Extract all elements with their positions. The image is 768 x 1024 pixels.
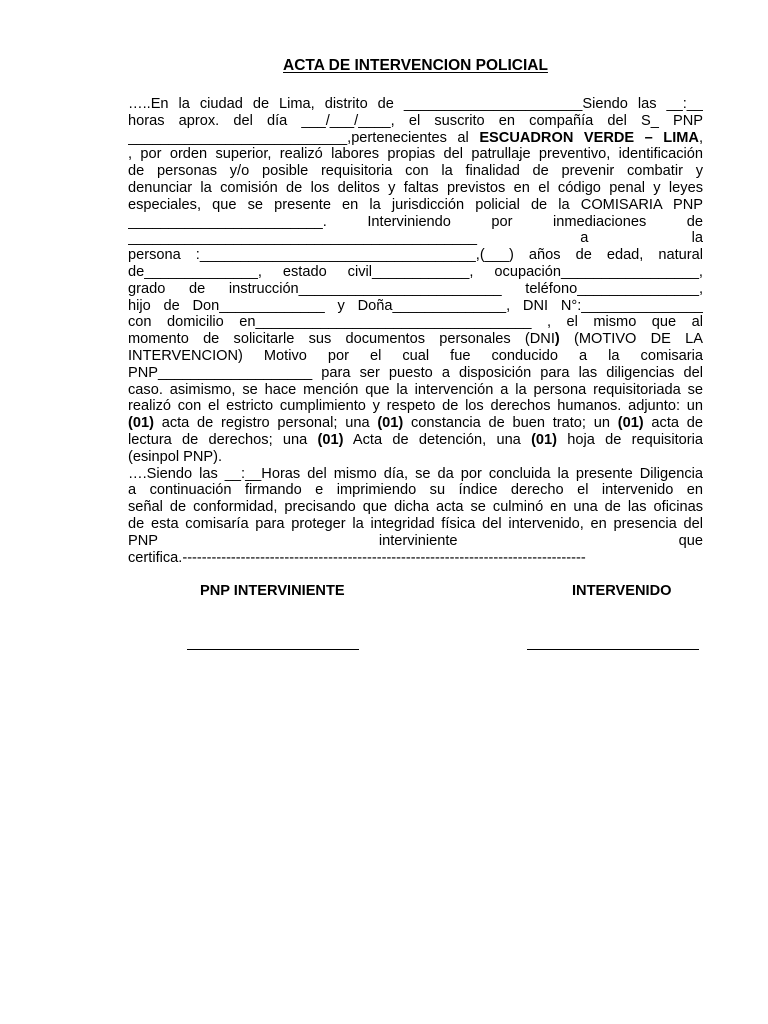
- body-line: [128, 482, 703, 499]
- body-text-segment: hijo de Don_____________ y Doña______________, DNI N°:_______________: [128, 297, 703, 314]
- body-bold-segment: (01): [377, 415, 404, 432]
- body-line: [128, 130, 703, 147]
- body-text-segment: de esta comisaría para proteger la integridad física del intervenido, en presencia del: [128, 515, 703, 532]
- signature-label-pnp: PNP INTERVINIENTE: [200, 583, 345, 599]
- body-text-segment: certifica.-----------------------------------------------------------------------------------: [128, 549, 586, 566]
- body-text-segment: denunciar la comisión de los delitos y faltas previstos en el código penal y leyes: [128, 179, 703, 196]
- body-line: [128, 516, 703, 533]
- signature-line-pnp: [187, 649, 359, 650]
- body-text-segment: con domicilio en__________________________________ , el mismo que al: [128, 314, 703, 331]
- body-text-segment: acta de: [643, 415, 703, 432]
- body-text-segment: caso. asimismo, se hace mención que la intervención a la persona requisitoriada se: [128, 381, 703, 398]
- body-line: [128, 415, 703, 432]
- body-line: [128, 314, 703, 331]
- body-line: [128, 382, 703, 399]
- body-text-segment: …..En la ciudad de Lima, distrito de ______________________Siendo las __:__: [128, 96, 703, 112]
- body-text-segment: ___________________________________________ a la: [128, 230, 703, 247]
- body-line: [128, 247, 703, 264]
- body-text-segment: PNP___________________ para ser puesto a disposición para las diligencias del: [128, 364, 703, 381]
- body-text-segment: Acta de detención, una: [343, 431, 532, 448]
- body-text-segment: INTERVENCION) Motivo por el cual fue conducido a la comisaria: [128, 347, 703, 364]
- body-text-segment: ….Siendo las __:__Horas del mismo día, se da por concluida la presente Diligencia: [128, 465, 703, 482]
- body-line: [128, 180, 703, 197]
- body-line: [128, 432, 703, 449]
- body-bold-segment: (01): [128, 415, 154, 432]
- body-line: [128, 398, 703, 415]
- body-line: [128, 230, 703, 247]
- body-text-segment: constancia de buen trato; un: [403, 415, 618, 432]
- body-text-segment: realizó con el estricto cumplimiento y respeto de los derechos humanos. adjunto: un: [128, 398, 703, 415]
- body-bold-segment: ): [554, 331, 560, 348]
- body-text-segment: grado de instrucción_________________________ teléfono_______________,: [128, 280, 703, 297]
- body-line: [128, 96, 703, 113]
- body-text-segment: lectura de derechos; una: [128, 431, 318, 448]
- body-text-segment: persona :__________________________________,(___) años de edad, natural: [128, 247, 703, 264]
- body-bold-segment: (01): [317, 431, 344, 448]
- body-line: [128, 533, 703, 550]
- body-text-segment: (esinpol PNP).: [128, 448, 223, 465]
- body-bold-segment: ESCUADRON VERDE – LIMA: [479, 129, 699, 146]
- document-body: [128, 96, 703, 566]
- body-line: [128, 281, 703, 298]
- body-text-segment: , por orden superior, realizó labores propias del patrullaje preventivo, identificación: [128, 146, 703, 163]
- body-text-segment: PNP interviniente que: [128, 532, 703, 549]
- body-text-segment: (MOTIVO DE LA: [559, 331, 703, 348]
- body-line: [128, 550, 703, 567]
- body-text-segment: señal de conformidad, precisando que dicha acta se culminó en una de las oficinas: [128, 499, 703, 516]
- body-line: [128, 331, 703, 348]
- body-line: [128, 197, 703, 214]
- body-text-segment: ________________________. Interviniendo por inmediaciones de: [128, 213, 703, 230]
- body-line: [128, 113, 703, 130]
- body-line: [128, 264, 703, 281]
- body-line: [128, 146, 703, 163]
- body-line: [128, 348, 703, 365]
- body-line: [128, 214, 703, 231]
- body-text-segment: ,: [698, 129, 703, 146]
- body-line: [128, 298, 703, 315]
- signature-line-intervenido: [527, 649, 699, 650]
- body-text-segment: momento de solicitarle sus documentos personales (DNI: [128, 331, 555, 348]
- body-text-segment: a continuación firmando e imprimiendo su índice derecho el intervenido en: [128, 482, 703, 499]
- body-text-segment: horas aprox. del día ___/___/____, el suscrito en compañía del S_ PNP: [128, 112, 703, 129]
- body-text-segment: de______________, estado civil____________, ocupación_________________,: [128, 263, 703, 280]
- body-text-segment: acta de registro personal; una: [153, 415, 378, 432]
- body-line: [128, 466, 703, 483]
- body-text-segment: especiales, que se presente en la jurisdicción policial de la COMISARIA PNP: [128, 196, 703, 213]
- body-text-segment: hoja de requisitoria: [557, 431, 703, 448]
- signature-label-intervenido: INTERVENIDO: [572, 583, 672, 599]
- body-bold-segment: (01): [531, 431, 558, 448]
- body-text-segment: ___________________________,pertenecientes al: [128, 129, 480, 146]
- body-line: [128, 163, 703, 180]
- body-line: [128, 365, 703, 382]
- body-line: [128, 499, 703, 516]
- body-text-segment: de personas y/o posible requisitoria con la finalidad de prevenir combatir y: [128, 163, 703, 180]
- body-line: [128, 449, 703, 466]
- document-title: ACTA DE INTERVENCION POLICIAL: [283, 57, 548, 74]
- body-bold-segment: (01): [617, 415, 644, 432]
